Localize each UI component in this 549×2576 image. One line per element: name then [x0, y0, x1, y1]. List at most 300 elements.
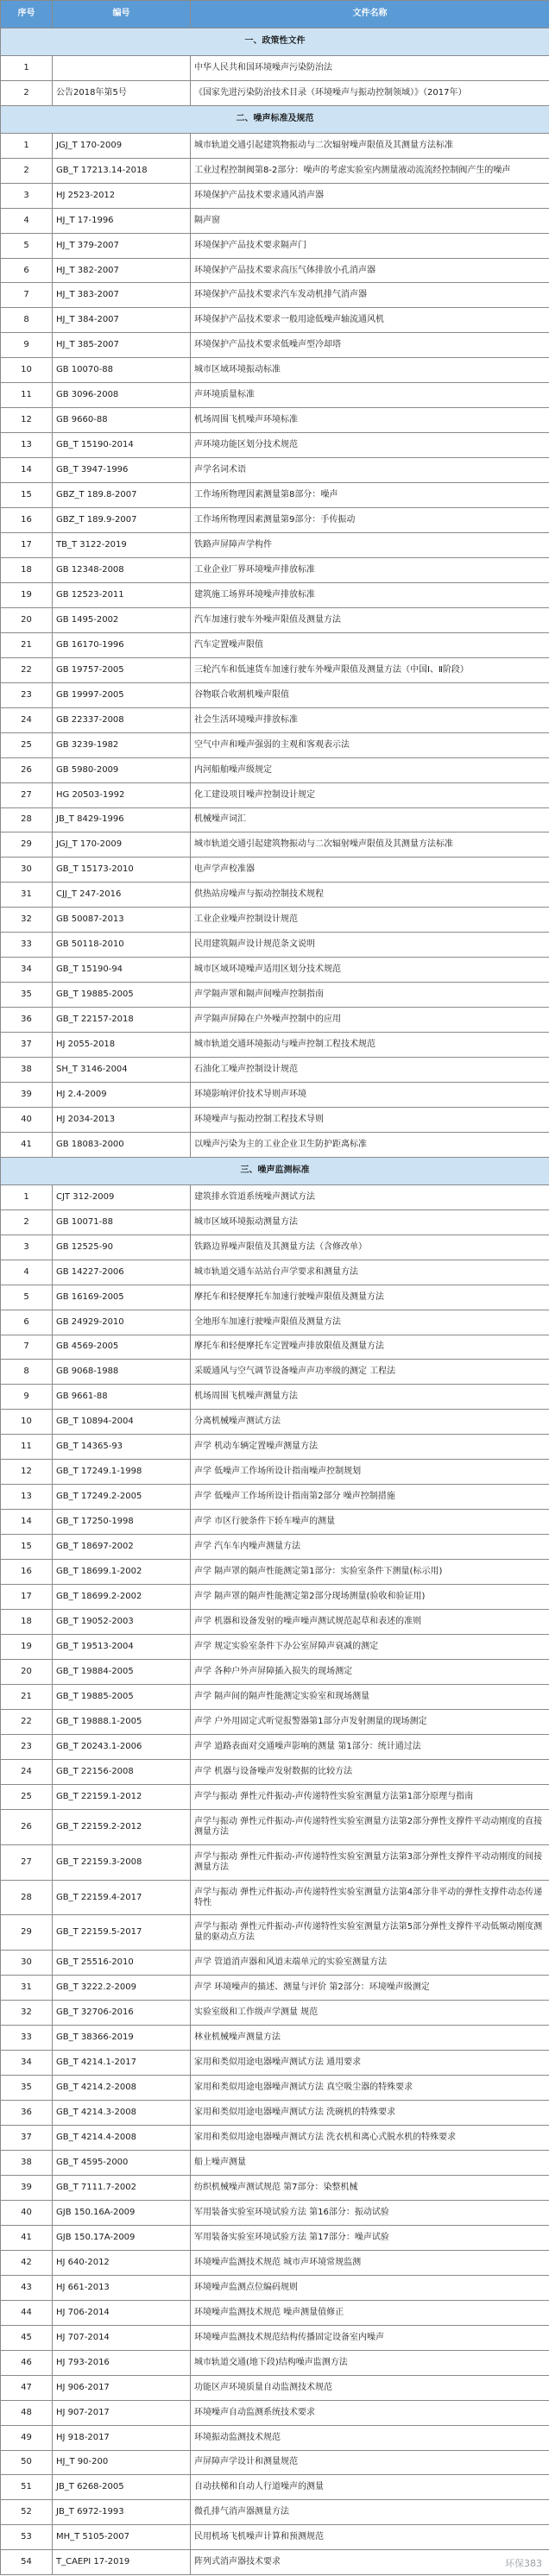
row-number: 2 — [1, 1209, 53, 1235]
row-name: 声学 环境噪声的描述、测量与评价 第2部分：环境噪声级测定 — [191, 1976, 549, 2001]
row-code: SH_T 3146-2004 — [53, 1058, 191, 1083]
table-row — [1, 757, 549, 782]
section-header-row — [1, 1157, 549, 1184]
table-row — [1, 2325, 549, 2350]
row-number: 6 — [1, 1310, 53, 1335]
row-number: 17 — [1, 533, 53, 558]
row-name: 微孔排气消声器测量方法 — [191, 2500, 549, 2525]
row-number: 31 — [1, 883, 53, 908]
row-number: 4 — [1, 1260, 53, 1285]
table-row — [1, 433, 549, 458]
table-row — [1, 133, 549, 158]
table-row — [1, 2176, 549, 2201]
row-code: GB_T 17250-1998 — [53, 1510, 191, 1535]
row-number: 9 — [1, 333, 53, 358]
row-name: 空气中声和噪声强弱的主观和客观表示法 — [191, 732, 549, 757]
row-code: GBZ_T 189.8-2007 — [53, 483, 191, 508]
row-name: 声学隔声罩和隔声间噪声控制指南 — [191, 983, 549, 1008]
header-name: 文件名称 — [191, 1, 549, 28]
row-number: 28 — [1, 807, 53, 832]
table-row — [1, 632, 549, 657]
row-name: 工作场所物理因素测量第8部分：噪声 — [191, 483, 549, 508]
row-name: 铁路声屏障声学构件 — [191, 533, 549, 558]
row-name: 声学隔声屏障在户外噪声控制中的应用 — [191, 1008, 549, 1033]
row-name: 环境振动监测技术规范 — [191, 2425, 549, 2450]
table-row — [1, 1709, 549, 1734]
row-name: 环境噪声自动监测系统技术要求 — [191, 2400, 549, 2425]
row-number: 35 — [1, 983, 53, 1008]
row-code: GB_T 22159.2-2012 — [53, 1809, 191, 1844]
table-row — [1, 1209, 549, 1235]
row-number: 49 — [1, 2425, 53, 2450]
row-name: 城市轨道交通引起建筑物振动与二次辐射噪声限值及其测量方法标准 — [191, 832, 549, 858]
row-name: 军用装备实验室环境试验方法 第16部分：振动试验 — [191, 2200, 549, 2225]
row-name: 城市区域环境振动标准 — [191, 358, 549, 383]
row-name: 以噪声污染为主的工业企业卫生防护距离标准 — [191, 1132, 549, 1157]
row-name: 功能区声环境质量自动监测技术规范 — [191, 2375, 549, 2400]
table-row — [1, 1033, 549, 1058]
row-name: 环境保护产品技术要求低噪声型冷却塔 — [191, 333, 549, 358]
row-number: 25 — [1, 1784, 53, 1809]
section-header-row — [1, 28, 549, 55]
table-row — [1, 1360, 549, 1385]
row-name: 声学 低噪声工作场所设计指南噪声控制规划 — [191, 1460, 549, 1485]
row-number: 2 — [1, 80, 53, 105]
table-row — [1, 2500, 549, 2525]
row-code: GB 16170-1996 — [53, 632, 191, 657]
row-name: 声学 隔声罩的隔声性能测定第2部分现场测量(验收和验证用) — [191, 1585, 549, 1610]
table-row — [1, 1460, 549, 1485]
table-row — [1, 2126, 549, 2151]
row-name: 建筑施工场界环境噪声排放标准 — [191, 582, 549, 607]
row-code: GB_T 18697-2002 — [53, 1535, 191, 1560]
table-header — [1, 1, 549, 28]
row-name: 全地形车加速行驶噪声限值及测量方法 — [191, 1310, 549, 1335]
row-code — [53, 55, 191, 80]
table-row — [1, 458, 549, 483]
table-row — [1, 557, 549, 582]
row-number: 34 — [1, 2051, 53, 2076]
row-name: 环境保护产品技术要求一般用途低噪声轴流通风机 — [191, 308, 549, 333]
table-row — [1, 1435, 549, 1460]
table-row — [1, 983, 549, 1008]
row-name: 采暖通风与空气调节设备噪声声功率级的测定 工程法 — [191, 1360, 549, 1385]
row-number: 18 — [1, 557, 53, 582]
row-number: 15 — [1, 1535, 53, 1560]
row-name: 声学 隔声罩的隔声性能测定第1部分：实验室条件下测量(标示用) — [191, 1560, 549, 1585]
row-name: 声学 管道消声器和风道末端单元的实验室测量方法 — [191, 1951, 549, 1976]
row-code: GB_T 19052-2003 — [53, 1610, 191, 1635]
table-row — [1, 1008, 549, 1033]
row-number: 41 — [1, 1132, 53, 1157]
row-name: 民用建筑隔声设计规范条文说明 — [191, 933, 549, 958]
row-code: GB_T 18699.1-2002 — [53, 1560, 191, 1585]
row-name: 社会生活环境噪声排放标准 — [191, 707, 549, 732]
row-code: HJ_T 383-2007 — [53, 283, 191, 308]
row-number: 26 — [1, 757, 53, 782]
table-row — [1, 1976, 549, 2001]
row-number: 14 — [1, 1510, 53, 1535]
row-name: 分离机械噪声测试方法 — [191, 1410, 549, 1435]
table-row — [1, 233, 549, 258]
table-row — [1, 1285, 549, 1310]
row-number: 20 — [1, 607, 53, 632]
row-name: 声学与振动 弹性元件振动-声传递特性实验室测量方法第3部分弹性支撑件平动动刚度的间接测量方法 — [191, 1844, 549, 1880]
row-number: 3 — [1, 1235, 53, 1260]
row-name: 工作场所物理因素测量第9部分：手传振动 — [191, 508, 549, 533]
row-name: 民用机场飞机噪声计算和预测规范 — [191, 2525, 549, 2550]
row-name: 声学 机器与设备噪声发射数据的比较方法 — [191, 1759, 549, 1784]
row-name: 机械噪声词汇 — [191, 807, 549, 832]
row-code: GB_T 3222.2-2009 — [53, 1976, 191, 2001]
table-row — [1, 508, 549, 533]
row-code: GB_T 4595-2000 — [53, 2151, 191, 2176]
section-header-row — [1, 105, 549, 133]
row-code: GB_T 17249.2-2005 — [53, 1485, 191, 1510]
row-number: 15 — [1, 483, 53, 508]
table-row — [1, 383, 549, 408]
row-code: HJ 906-2017 — [53, 2375, 191, 2400]
row-name: 阵列式消声器技术要求 — [191, 2550, 549, 2575]
row-number: 50 — [1, 2450, 53, 2475]
row-number: 42 — [1, 2250, 53, 2275]
row-name: 铁路边界噪声限值及其测量方法（含修改单） — [191, 1235, 549, 1260]
row-number: 17 — [1, 1585, 53, 1610]
row-name: 化工建设项目噪声控制设计规定 — [191, 782, 549, 807]
row-name: 汽车加速行驶车外噪声限值及测量方法 — [191, 607, 549, 632]
row-name: 环境保护产品技术要求汽车发动机排气消声器 — [191, 283, 549, 308]
row-number: 53 — [1, 2525, 53, 2550]
row-code: GB 19757-2005 — [53, 657, 191, 682]
row-number: 38 — [1, 2151, 53, 2176]
row-code: GB 10071-88 — [53, 1209, 191, 1235]
row-name: 实验室级和工作级声学测量 规范 — [191, 2001, 549, 2026]
row-code: JGJ_T 170-2009 — [53, 832, 191, 858]
row-number: 22 — [1, 1709, 53, 1734]
row-number: 54 — [1, 2550, 53, 2575]
row-name: 声学与振动 弹性元件振动-声传递特性实验室测量方法第1部分原理与指南 — [191, 1784, 549, 1809]
row-number: 2 — [1, 158, 53, 183]
row-number: 47 — [1, 2375, 53, 2400]
row-name: 中华人民共和国环境噪声污染防治法 — [191, 55, 549, 80]
table-row — [1, 1659, 549, 1684]
row-code: HJ 707-2014 — [53, 2325, 191, 2350]
row-code: GB_T 20243.1-2006 — [53, 1734, 191, 1759]
row-code: GB 24929-2010 — [53, 1310, 191, 1335]
row-number: 25 — [1, 732, 53, 757]
row-name: 工业企业噪声控制设计规范 — [191, 908, 549, 933]
row-code: GJB 150.17A-2009 — [53, 2225, 191, 2250]
row-code: GB_T 19884-2005 — [53, 1659, 191, 1684]
table-row — [1, 657, 549, 682]
row-name: 声学 各种户外声屏障插入损失的现场测定 — [191, 1659, 549, 1684]
row-code: GB_T 7111.7-2002 — [53, 2176, 191, 2201]
table-row — [1, 2001, 549, 2026]
row-code: HJ 661-2013 — [53, 2275, 191, 2300]
row-code: GB 18083-2000 — [53, 1132, 191, 1157]
row-code: GB 50118-2010 — [53, 933, 191, 958]
row-number: 3 — [1, 183, 53, 208]
row-name: 城市轨道交通引起建筑物振动与二次辐射噪声限值及其测量方法标准 — [191, 133, 549, 158]
table-row — [1, 208, 549, 233]
table-row — [1, 1585, 549, 1610]
row-code: HJ_T 379-2007 — [53, 233, 191, 258]
row-code: HJ 2.4-2009 — [53, 1082, 191, 1107]
row-number: 16 — [1, 508, 53, 533]
row-code: GB 22337-2008 — [53, 707, 191, 732]
row-code: GB 9068-1988 — [53, 1360, 191, 1385]
row-code: GB 3096-2008 — [53, 383, 191, 408]
table-row — [1, 2550, 549, 2575]
row-number: 39 — [1, 2176, 53, 2201]
table-row — [1, 1880, 549, 1915]
table-row — [1, 682, 549, 707]
table-row — [1, 1107, 549, 1132]
row-code: GB_T 4214.4-2008 — [53, 2126, 191, 2151]
row-code: GB_T 4214.2-2008 — [53, 2076, 191, 2101]
row-code: GB_T 17213.14-2018 — [53, 158, 191, 183]
row-code: GB 9660-88 — [53, 408, 191, 433]
row-code: HJ_T 382-2007 — [53, 258, 191, 283]
table-row — [1, 1734, 549, 1759]
row-number: 1 — [1, 133, 53, 158]
table-row — [1, 958, 549, 983]
table-row — [1, 1759, 549, 1784]
row-number: 31 — [1, 1976, 53, 2001]
row-code: MH_T 5105-2007 — [53, 2525, 191, 2550]
table-row — [1, 2250, 549, 2275]
row-number: 40 — [1, 1107, 53, 1132]
row-number: 48 — [1, 2400, 53, 2425]
table-row — [1, 858, 549, 883]
row-name: 机场周围飞机噪声环境标准 — [191, 408, 549, 433]
row-code: GB 1495-2002 — [53, 607, 191, 632]
row-code: GB 50087-2013 — [53, 908, 191, 933]
row-name: 声学 道路表面对交通噪声影响的测量 第1部分：统计通过法 — [191, 1734, 549, 1759]
row-code: GB_T 15190-2014 — [53, 433, 191, 458]
table-row — [1, 2200, 549, 2225]
row-name: 声环境质量标准 — [191, 383, 549, 408]
row-number: 29 — [1, 832, 53, 858]
row-code: JB_T 6972-1993 — [53, 2500, 191, 2525]
table-row — [1, 333, 549, 358]
row-code: GB_T 19888.1-2005 — [53, 1709, 191, 1734]
row-name: 家用和类似用途电器噪声测试方法 真空吸尘器的特殊要求 — [191, 2076, 549, 2101]
row-number: 45 — [1, 2325, 53, 2350]
table-row — [1, 2076, 549, 2101]
row-name: 声学 户外用固定式听觉报警器第1部分声发射测量的现场测定 — [191, 1709, 549, 1734]
row-name: 环境噪声监测技术规范 城市声环境常规监测 — [191, 2250, 549, 2275]
table-row — [1, 2475, 549, 2500]
section-title: 二、噪声标准及规范 — [1, 105, 549, 133]
row-name: 声学 机动车辆定置噪声测量方法 — [191, 1435, 549, 1460]
row-code: GB_T 22159.5-2017 — [53, 1915, 191, 1951]
row-number: 9 — [1, 1385, 53, 1410]
table-row — [1, 908, 549, 933]
table-row — [1, 607, 549, 632]
row-code: T_CAEPI 17-2019 — [53, 2550, 191, 2575]
row-code: HJ 706-2014 — [53, 2300, 191, 2325]
row-name: 内河船舶噪声级规定 — [191, 757, 549, 782]
table-row — [1, 1844, 549, 1880]
table-row — [1, 1058, 549, 1083]
row-number: 12 — [1, 1460, 53, 1485]
row-name: 声环境功能区划分技术规范 — [191, 433, 549, 458]
row-number: 4 — [1, 208, 53, 233]
table-row — [1, 1184, 549, 1209]
row-code: HJ 2523-2012 — [53, 183, 191, 208]
row-number: 24 — [1, 1759, 53, 1784]
table-row — [1, 933, 549, 958]
row-code: HG 20503-1992 — [53, 782, 191, 807]
table-row — [1, 582, 549, 607]
row-number: 24 — [1, 707, 53, 732]
row-number: 43 — [1, 2275, 53, 2300]
row-name: 隔声窗 — [191, 208, 549, 233]
row-name: 环境噪声监测技术规范结构传播固定设备室内噪声 — [191, 2325, 549, 2350]
row-name: 供热站房噪声与振动控制技术规程 — [191, 883, 549, 908]
table-row — [1, 1610, 549, 1635]
row-code: GB 19997-2005 — [53, 682, 191, 707]
row-name: 声学 隔声间的隔声性能测定实验室和现场测量 — [191, 1684, 549, 1709]
row-code: HJ 2055-2018 — [53, 1033, 191, 1058]
row-name: 声学 汽车车内噪声测量方法 — [191, 1535, 549, 1560]
row-name: 声学 低噪声工作场所设计指南第2部分 噪声控制措施 — [191, 1485, 549, 1510]
row-code: GB_T 25516-2010 — [53, 1951, 191, 1976]
row-number: 6 — [1, 258, 53, 283]
row-code: GB_T 32706-2016 — [53, 2001, 191, 2026]
row-number: 30 — [1, 1951, 53, 1976]
row-number: 10 — [1, 358, 53, 383]
row-code: GB_T 18699.2-2002 — [53, 1585, 191, 1610]
table-row — [1, 1951, 549, 1976]
table-row — [1, 308, 549, 333]
table-row — [1, 358, 549, 383]
row-name: 城市轨道交通车站站台声学要求和测量方法 — [191, 1260, 549, 1285]
row-number: 13 — [1, 433, 53, 458]
row-number: 33 — [1, 2026, 53, 2051]
row-name: 环境影响评价技术导则声环境 — [191, 1082, 549, 1107]
row-number: 20 — [1, 1659, 53, 1684]
row-number: 52 — [1, 2500, 53, 2525]
row-code: GB 12348-2008 — [53, 557, 191, 582]
row-number: 5 — [1, 233, 53, 258]
row-name: 林业机械噪声测量方法 — [191, 2026, 549, 2051]
table-row — [1, 1915, 549, 1951]
row-name: 纺织机械噪声测试规范 第7部分：染整机械 — [191, 2176, 549, 2201]
row-number: 5 — [1, 1285, 53, 1310]
row-name: 石油化工噪声控制设计规范 — [191, 1058, 549, 1083]
row-code: JB_T 6268-2005 — [53, 2475, 191, 2500]
row-number: 23 — [1, 682, 53, 707]
row-code: GB_T 22159.3-2008 — [53, 1844, 191, 1880]
table-body — [1, 28, 549, 2574]
row-code: HJ 918-2017 — [53, 2425, 191, 2450]
table-row — [1, 483, 549, 508]
row-code: GB 12525-90 — [53, 1235, 191, 1260]
row-number: 33 — [1, 933, 53, 958]
row-number: 12 — [1, 408, 53, 433]
row-code: GB_T 19885-2005 — [53, 983, 191, 1008]
row-number: 11 — [1, 1435, 53, 1460]
table-row — [1, 832, 549, 858]
table-row — [1, 883, 549, 908]
table-row — [1, 1385, 549, 1410]
row-number: 21 — [1, 1684, 53, 1709]
row-name: 《国家先进污染防治技术目录（环境噪声与振动控制领域）》（2017年） — [191, 80, 549, 105]
row-number: 21 — [1, 632, 53, 657]
header-row — [1, 1, 549, 28]
row-code: GJB 150.16A-2009 — [53, 2200, 191, 2225]
row-code: HJ 793-2016 — [53, 2350, 191, 2375]
row-number: 36 — [1, 2101, 53, 2126]
table-row — [1, 2225, 549, 2250]
row-number: 51 — [1, 2475, 53, 2500]
row-name: 声学与振动 弹性元件振动-声传递特性实验室测量方法第2部分弹性支撑件平动动刚度的直接测量方法 — [191, 1809, 549, 1844]
row-code: JGJ_T 170-2009 — [53, 133, 191, 158]
table-row — [1, 1485, 549, 1510]
row-number: 32 — [1, 908, 53, 933]
section-title: 一、政策性文件 — [1, 28, 549, 55]
row-code: CJJ_T 247-2016 — [53, 883, 191, 908]
row-number: 14 — [1, 458, 53, 483]
row-code: GB 10070-88 — [53, 358, 191, 383]
row-code: GB_T 22156-2008 — [53, 1759, 191, 1784]
row-number: 8 — [1, 308, 53, 333]
table-row — [1, 2450, 549, 2475]
row-code: GB 5980-2009 — [53, 757, 191, 782]
table-row — [1, 1560, 549, 1585]
row-number: 40 — [1, 2200, 53, 2225]
row-name: 城市轨道交通(地下段)结构噪声监测方法 — [191, 2350, 549, 2375]
header-no: 序号 — [1, 1, 53, 28]
row-name: 摩托车和轻便摩托车定置噪声排放限值及测量方法 — [191, 1335, 549, 1360]
row-code: GB_T 19885-2005 — [53, 1684, 191, 1709]
row-name: 声学名词术语 — [191, 458, 549, 483]
row-code: GB_T 14365-93 — [53, 1435, 191, 1460]
section-title: 三、噪声监测标准 — [1, 1157, 549, 1184]
row-code: GB_T 22159.1-2012 — [53, 1784, 191, 1809]
row-code: GB_T 22159.4-2017 — [53, 1880, 191, 1915]
row-code: GB_T 4214.3-2008 — [53, 2101, 191, 2126]
row-code: GB_T 4214.1-2017 — [53, 2051, 191, 2076]
row-number: 46 — [1, 2350, 53, 2375]
watermark-text: 环保383 — [505, 2558, 542, 2570]
row-code: GB 14227-2006 — [53, 1260, 191, 1285]
table-row — [1, 1684, 549, 1709]
row-number: 32 — [1, 2001, 53, 2026]
row-number: 8 — [1, 1360, 53, 1385]
table-row — [1, 55, 549, 80]
row-number: 19 — [1, 1634, 53, 1659]
row-name: 谷物联合收割机噪声限值 — [191, 682, 549, 707]
row-number: 23 — [1, 1734, 53, 1759]
row-number: 1 — [1, 55, 53, 80]
row-name: 电声学声校准器 — [191, 858, 549, 883]
table-row — [1, 533, 549, 558]
table-row — [1, 1082, 549, 1107]
row-code: GB_T 22157-2018 — [53, 1008, 191, 1033]
row-number: 7 — [1, 1335, 53, 1360]
table-row — [1, 408, 549, 433]
table-row — [1, 283, 549, 308]
row-number: 34 — [1, 958, 53, 983]
row-name: 三轮汽车和低速货车加速行驶车外噪声限值及测量方法（中国Ⅰ、Ⅱ阶段） — [191, 657, 549, 682]
table-row — [1, 2275, 549, 2300]
row-name: 建筑排水管道系统噪声测试方法 — [191, 1184, 549, 1209]
table-row — [1, 1784, 549, 1809]
row-number: 44 — [1, 2300, 53, 2325]
